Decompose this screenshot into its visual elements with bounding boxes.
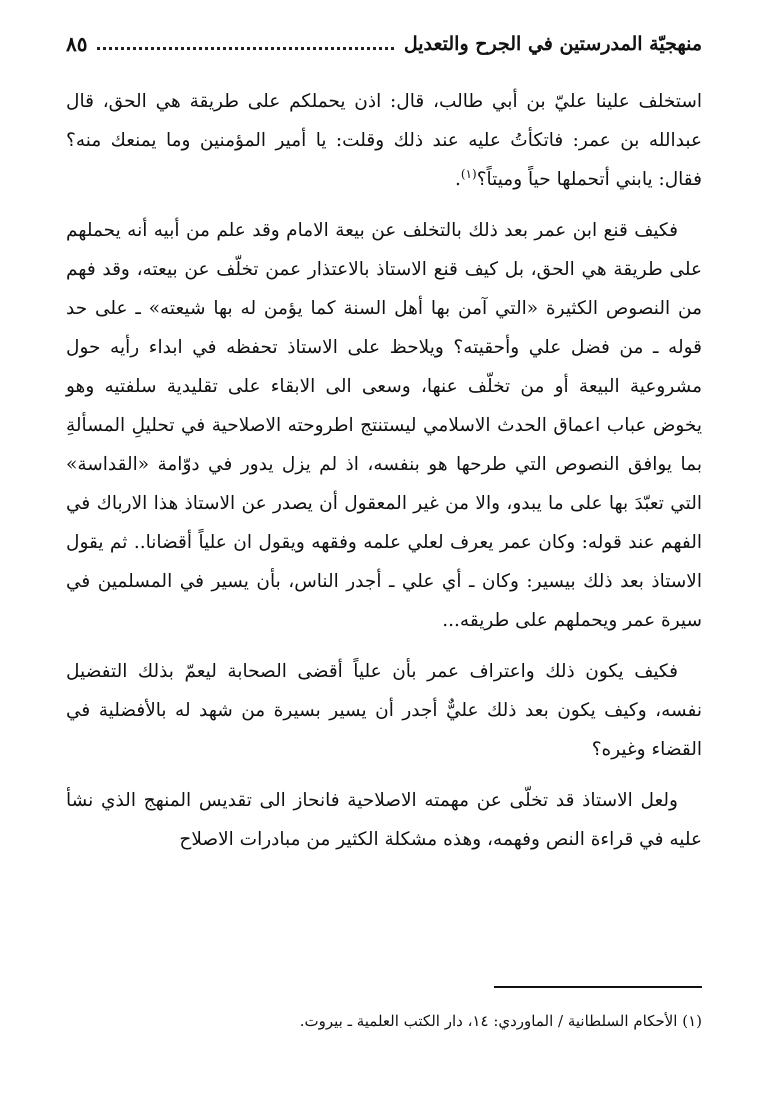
running-title: منهجيّة المدرستين في الجرح والتعديل (403, 33, 702, 55)
page-header (66, 28, 702, 60)
body-text (66, 82, 702, 871)
header-dot-leader (97, 47, 393, 50)
footnote-reference: (١) (460, 166, 477, 181)
page-number: ٨٥ (66, 32, 88, 56)
paragraph-3: فكيف يكون ذلك واعتراف عمر بأن علياً أقضى الصحابة ليعمّ بذلك التفضيل نفسه، وكيف يكون بعد ذلك عليٌّ أجدر أن يسير بسيرة من شهد له بالأفضلية في القضاء وغيره؟ (66, 661, 702, 760)
footnote-separator (494, 986, 702, 988)
paragraph-1-end: . (454, 169, 461, 190)
paragraph-2: فكيف قنع ابن عمر بعد ذلك بالتخلف عن بيعة الامام وقد علم من أبيه أنه يحملهم على طريقة هي الحق، بل كيف قنع الاستاذ بالاعتذار عمن تخلّف عن بيعته، وقد فهم من النصوص الكثيرة «التي آمن بها أهل السنة كما يؤمن له بها شيعته» ـ على حد قوله ـ من فضل علي وأحقيته؟ ويلاحظ على الاستاذ تحفظه في ابداء رأيه حول مشروعية البيعة أو من تخلّف عنها، وسعى الى الابقاء على تقليدية سلفتيه وهو يخوض عباب اعماق الحدث الاسلامي ليستنتج اطروحته الاصلاحية في تحليلِ المسألةِ بما يوافق النصوص التي طرحها هو بنفسه، اذ لم يزل يدور في دوّامة «القداسة» التي تعبّدَ بها على ما يبدو، والا من غير المعقول أن يصدر عن الاستاذ هذا الارباك في الفهم عند قوله: وكان عمر يعرف لعلي علمه وفقهه ويقول ان علياً أقضانا.. ثم يقول الاستاذ بعد ذلك بيسير: وكان ـ أي علي ـ أجدر الناس، بأن يسير في المسلمين في سيرة عمر ويحملهم على طريقه... (66, 220, 702, 631)
footnote: (١) الأحكام السلطانية / الماوردي: ١٤، دار الكتب العلمية ـ بيروت. (299, 1012, 702, 1030)
paragraph-1 (66, 82, 702, 199)
paragraph-1-text: استخلف علينا عليّ بن أبي طالب، قال: اذن يحملكم على طريقة هي الحق، قال عبدالله بن عمر: فاتكأتُ عليه عند ذلك وقلت: يا أمير المؤمنين وما يمنعك منه؟ فقال: يابني أتحملها حياً وميتاً؟ (66, 91, 702, 190)
paragraph-4: ولعل الاستاذ قد تخلّى عن مهمته الاصلاحية فانحاز الى تقديس المنهج الذي نشأ عليه في قراءة النص وفهمه، وهذه مشكلة الكثير من مبادرات الاصلاح (66, 790, 702, 850)
